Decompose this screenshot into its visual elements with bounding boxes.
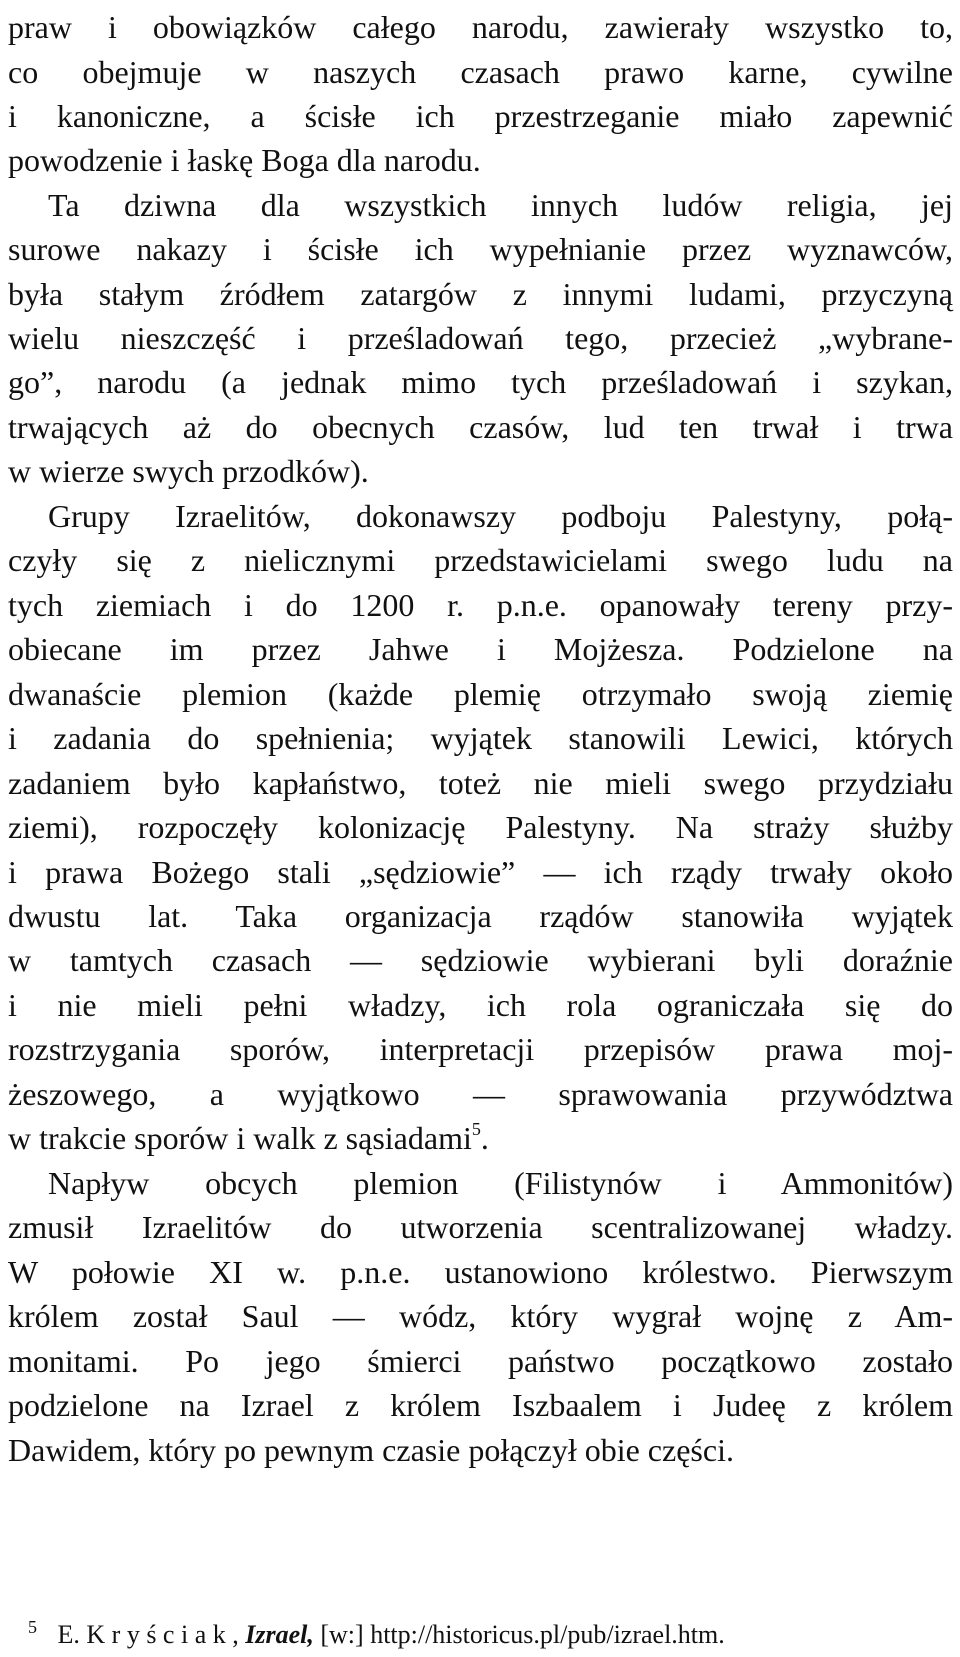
text-line: surowe nakazy i ścisłe ich wypełnianie przez wyznawców,	[8, 231, 953, 267]
text-line: powodzenie i łaskę Boga dla narodu.	[8, 142, 481, 178]
footnote-reference: 5	[471, 1119, 481, 1139]
text-line: żeszowego, a wyjątkowo — sprawowania przywództwa	[8, 1076, 953, 1112]
text-line: dwanaście plemion (każde plemię otrzymało swoją ziemię	[8, 676, 953, 712]
text-line: podzielone na Izrael z królem Iszbaalem i Judeę z królem	[8, 1387, 953, 1423]
text-line: i zadania do spełnienia; wyjątek stanowili Lewici, których	[8, 720, 953, 756]
text-line: go”, narodu (a jednak mimo tych prześladowań i szykan,	[8, 364, 953, 400]
text-line: obiecane im przez Jahwe i Mojżesza. Podzielone na	[8, 631, 953, 667]
text-line: zadaniem było kapłaństwo, toteż nie mieli swego przydziału	[8, 765, 953, 801]
text-line: i nie mieli pełni władzy, ich rola ograniczała się do	[8, 987, 953, 1023]
text-line: wielu nieszczęść i prześladowań tego, przecież „wybrane-	[8, 320, 953, 356]
paragraph-first-line: Napływ obcych plemion (Filistynów i Ammonitów)	[48, 1165, 953, 1201]
footnote-number: 5	[28, 1617, 37, 1637]
text-line: monitami. Po jego śmierci państwo początkowo zostało	[8, 1343, 953, 1379]
paragraph-first-line: Grupy Izraelitów, dokonawszy podboju Palestyny, połą-	[48, 498, 953, 534]
footnote-title: Izrael,	[245, 1620, 314, 1649]
text-line: dwustu lat. Taka organizacja rządów stanowiła wyjątek	[8, 898, 953, 934]
text-line-with-footnote	[8, 1116, 953, 1160]
text-line: czyły się z nielicznymi przedstawicielami swego ludu na	[8, 542, 953, 578]
text-line: zmusił Izraelitów do utworzenia scentralizowanej władzy.	[8, 1209, 953, 1245]
text-line: w tamtych czasach — sędziowie wybierani byli doraźnie	[8, 942, 953, 978]
text-line: Dawidem, który po pewnym czasie połączył obie części.	[8, 1432, 734, 1468]
text-line: praw i obowiązków całego narodu, zawierały wszystko to,	[8, 9, 953, 45]
footnote-source: [w:] http://historicus.pl/pub/izrael.htm.	[320, 1620, 725, 1649]
text-line: w trakcie sporów i walk z sąsiadami	[8, 1120, 472, 1156]
text-line: ziemi), rozpoczęły kolonizację Palestyny. Na straży służby	[8, 809, 953, 845]
text-line: była stałym źródłem zatargów z innymi ludami, przyczyną	[8, 276, 953, 312]
text-line: i kanoniczne, a ścisłe ich przestrzeganie miało zapewnić	[8, 98, 953, 134]
footnote-author: E. K r y ś c i a k ,	[57, 1620, 239, 1649]
text-line: tych ziemiach i do 1200 r. p.n.e. opanowały tereny przy-	[8, 587, 953, 623]
text-line: co obejmuje w naszych czasach prawo karne, cywilne	[8, 54, 953, 90]
text-line: i prawa Bożego stali „sędziowie” — ich rządy trwały około	[8, 854, 953, 890]
text-line: królem został Saul — wódz, który wygrał wojnę z Am-	[8, 1298, 953, 1334]
text-line: trwających aż do obecnych czasów, lud ten trwał i trwa	[8, 409, 953, 445]
text-line: W połowie XI w. p.n.e. ustanowiono królestwo. Pierwszym	[8, 1254, 953, 1290]
period: .	[480, 1120, 489, 1156]
text-line: w wierze swych przodków).	[8, 453, 369, 489]
text-line: rozstrzygania sporów, interpretacji przepisów prawa moj-	[8, 1031, 953, 1067]
paragraph-first-line: Ta dziwna dla wszystkich innych ludów religia, jej	[48, 187, 953, 223]
footnote	[28, 1610, 725, 1652]
